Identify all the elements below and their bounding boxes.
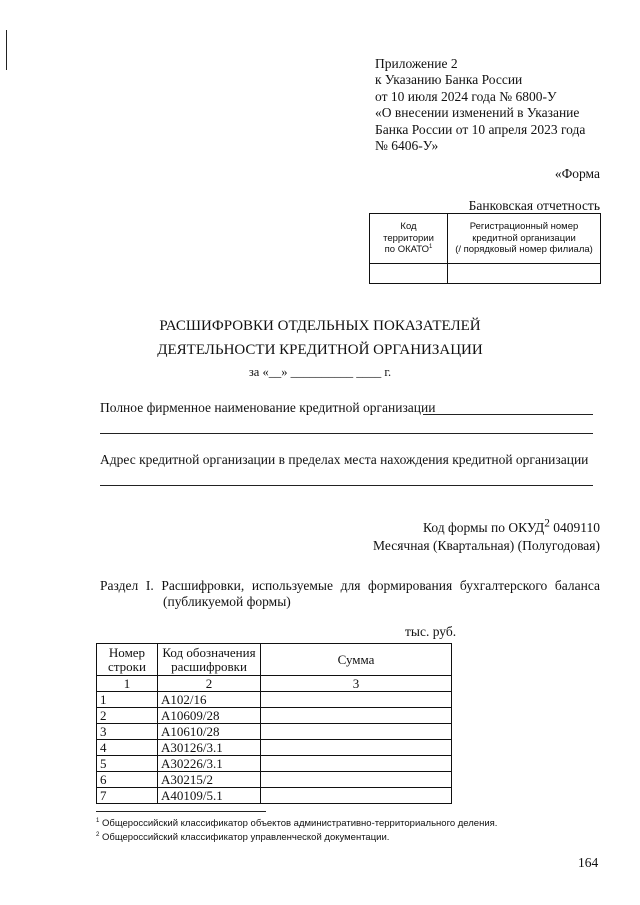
reg-number-value-cell[interactable] bbox=[448, 264, 601, 284]
footnote-1: $^1$ Общероссийский классификатор объектов административно-территориального деления. bbox=[96, 817, 498, 829]
section-title-line2: (публикуемой формы) bbox=[163, 594, 291, 609]
appendix-line: «О внесении изменений в Указание bbox=[375, 105, 580, 121]
okato-table bbox=[369, 213, 601, 284]
period-type: Месячная (Квартальная) (Полугодовая) bbox=[373, 538, 600, 553]
okud-code: Код формы по ОКУД$^2$ 0409110 bbox=[423, 517, 600, 535]
column-number: 2 bbox=[158, 676, 261, 692]
header-row-number: Номер строки bbox=[97, 644, 158, 676]
address-line[interactable] bbox=[100, 485, 593, 486]
table-row bbox=[97, 740, 452, 756]
okato-value-cell[interactable] bbox=[370, 264, 448, 284]
table-row bbox=[97, 692, 452, 708]
row-number: 4 bbox=[97, 740, 158, 756]
row-number: 7 bbox=[97, 788, 158, 804]
margin-mark bbox=[6, 30, 7, 70]
table-row bbox=[97, 756, 452, 772]
row-number: 2 bbox=[97, 708, 158, 724]
row-number: 5 bbox=[97, 756, 158, 772]
row-sum[interactable] bbox=[261, 788, 452, 804]
row-sum[interactable] bbox=[261, 692, 452, 708]
appendix-line: Приложение 2 bbox=[375, 56, 458, 71]
unit-label: тыс. руб. bbox=[405, 624, 457, 639]
row-sum[interactable] bbox=[261, 740, 452, 756]
footnote-divider bbox=[96, 811, 266, 812]
row-code: А30226/3.1 bbox=[158, 756, 261, 772]
appendix-block bbox=[375, 56, 625, 154]
row-sum[interactable] bbox=[261, 708, 452, 724]
bank-reporting-label: Банковская отчетность bbox=[468, 198, 600, 213]
main-table bbox=[96, 643, 452, 804]
appendix-line: Банка России от 10 апреля 2023 года bbox=[375, 121, 586, 137]
header-sum: Сумма bbox=[261, 644, 452, 676]
table-row bbox=[97, 708, 452, 724]
row-number: 1 bbox=[97, 692, 158, 708]
section-title: Раздел I. Расшифровки, используемые для формирования бухгалтерского баланса bbox=[100, 578, 600, 593]
page-number: 164 bbox=[578, 855, 599, 870]
reg-number-header: Регистрационный номер кредитной организации (/ порядковый номер филиала) bbox=[448, 214, 601, 264]
appendix-line: к Указанию Банка России bbox=[375, 72, 523, 88]
full-name-line-2[interactable] bbox=[100, 433, 593, 434]
document-title-line2: ДЕЯТЕЛЬНОСТИ КРЕДИТНОЙ ОРГАНИЗАЦИИ bbox=[157, 342, 483, 358]
forma-label: «Форма bbox=[554, 166, 600, 181]
full-name-line[interactable] bbox=[423, 414, 593, 415]
row-sum[interactable] bbox=[261, 756, 452, 772]
row-code: А30126/3.1 bbox=[158, 740, 261, 756]
full-name-label: Полное фирменное наименование кредитной организации bbox=[100, 400, 436, 415]
row-number: 6 bbox=[97, 772, 158, 788]
table-row bbox=[97, 724, 452, 740]
footnote-2: $^2$ Общероссийский классификатор управленческой документации. bbox=[96, 831, 390, 843]
column-number: 1 bbox=[97, 676, 158, 692]
appendix-line: от 10 июля 2024 года № 6800-У bbox=[375, 88, 557, 104]
row-code: А10609/28 bbox=[158, 708, 261, 724]
table-row bbox=[97, 788, 452, 804]
row-sum[interactable] bbox=[261, 772, 452, 788]
report-period: за «__» __________ ____ г. bbox=[248, 365, 392, 379]
okato-header: Код территории по ОКАТО$^1$ bbox=[370, 214, 448, 264]
column-number: 3 bbox=[261, 676, 452, 692]
table-row bbox=[97, 772, 452, 788]
row-code: А30215/2 bbox=[158, 772, 261, 788]
row-code: А10610/28 bbox=[158, 724, 261, 740]
row-code: А40109/5.1 bbox=[158, 788, 261, 804]
document-title: РАСШИФРОВКИ ОТДЕЛЬНЫХ ПОКАЗАТЕЛЕЙ bbox=[159, 318, 481, 334]
row-sum[interactable] bbox=[261, 724, 452, 740]
row-code: А102/16 bbox=[158, 692, 261, 708]
row-number: 3 bbox=[97, 724, 158, 740]
appendix-line: № 6406-У» bbox=[375, 138, 439, 154]
header-code: Код обозначения расшифровки bbox=[158, 644, 261, 676]
address-label: Адрес кредитной организации в пределах места нахождения кредитной организации bbox=[100, 452, 589, 467]
